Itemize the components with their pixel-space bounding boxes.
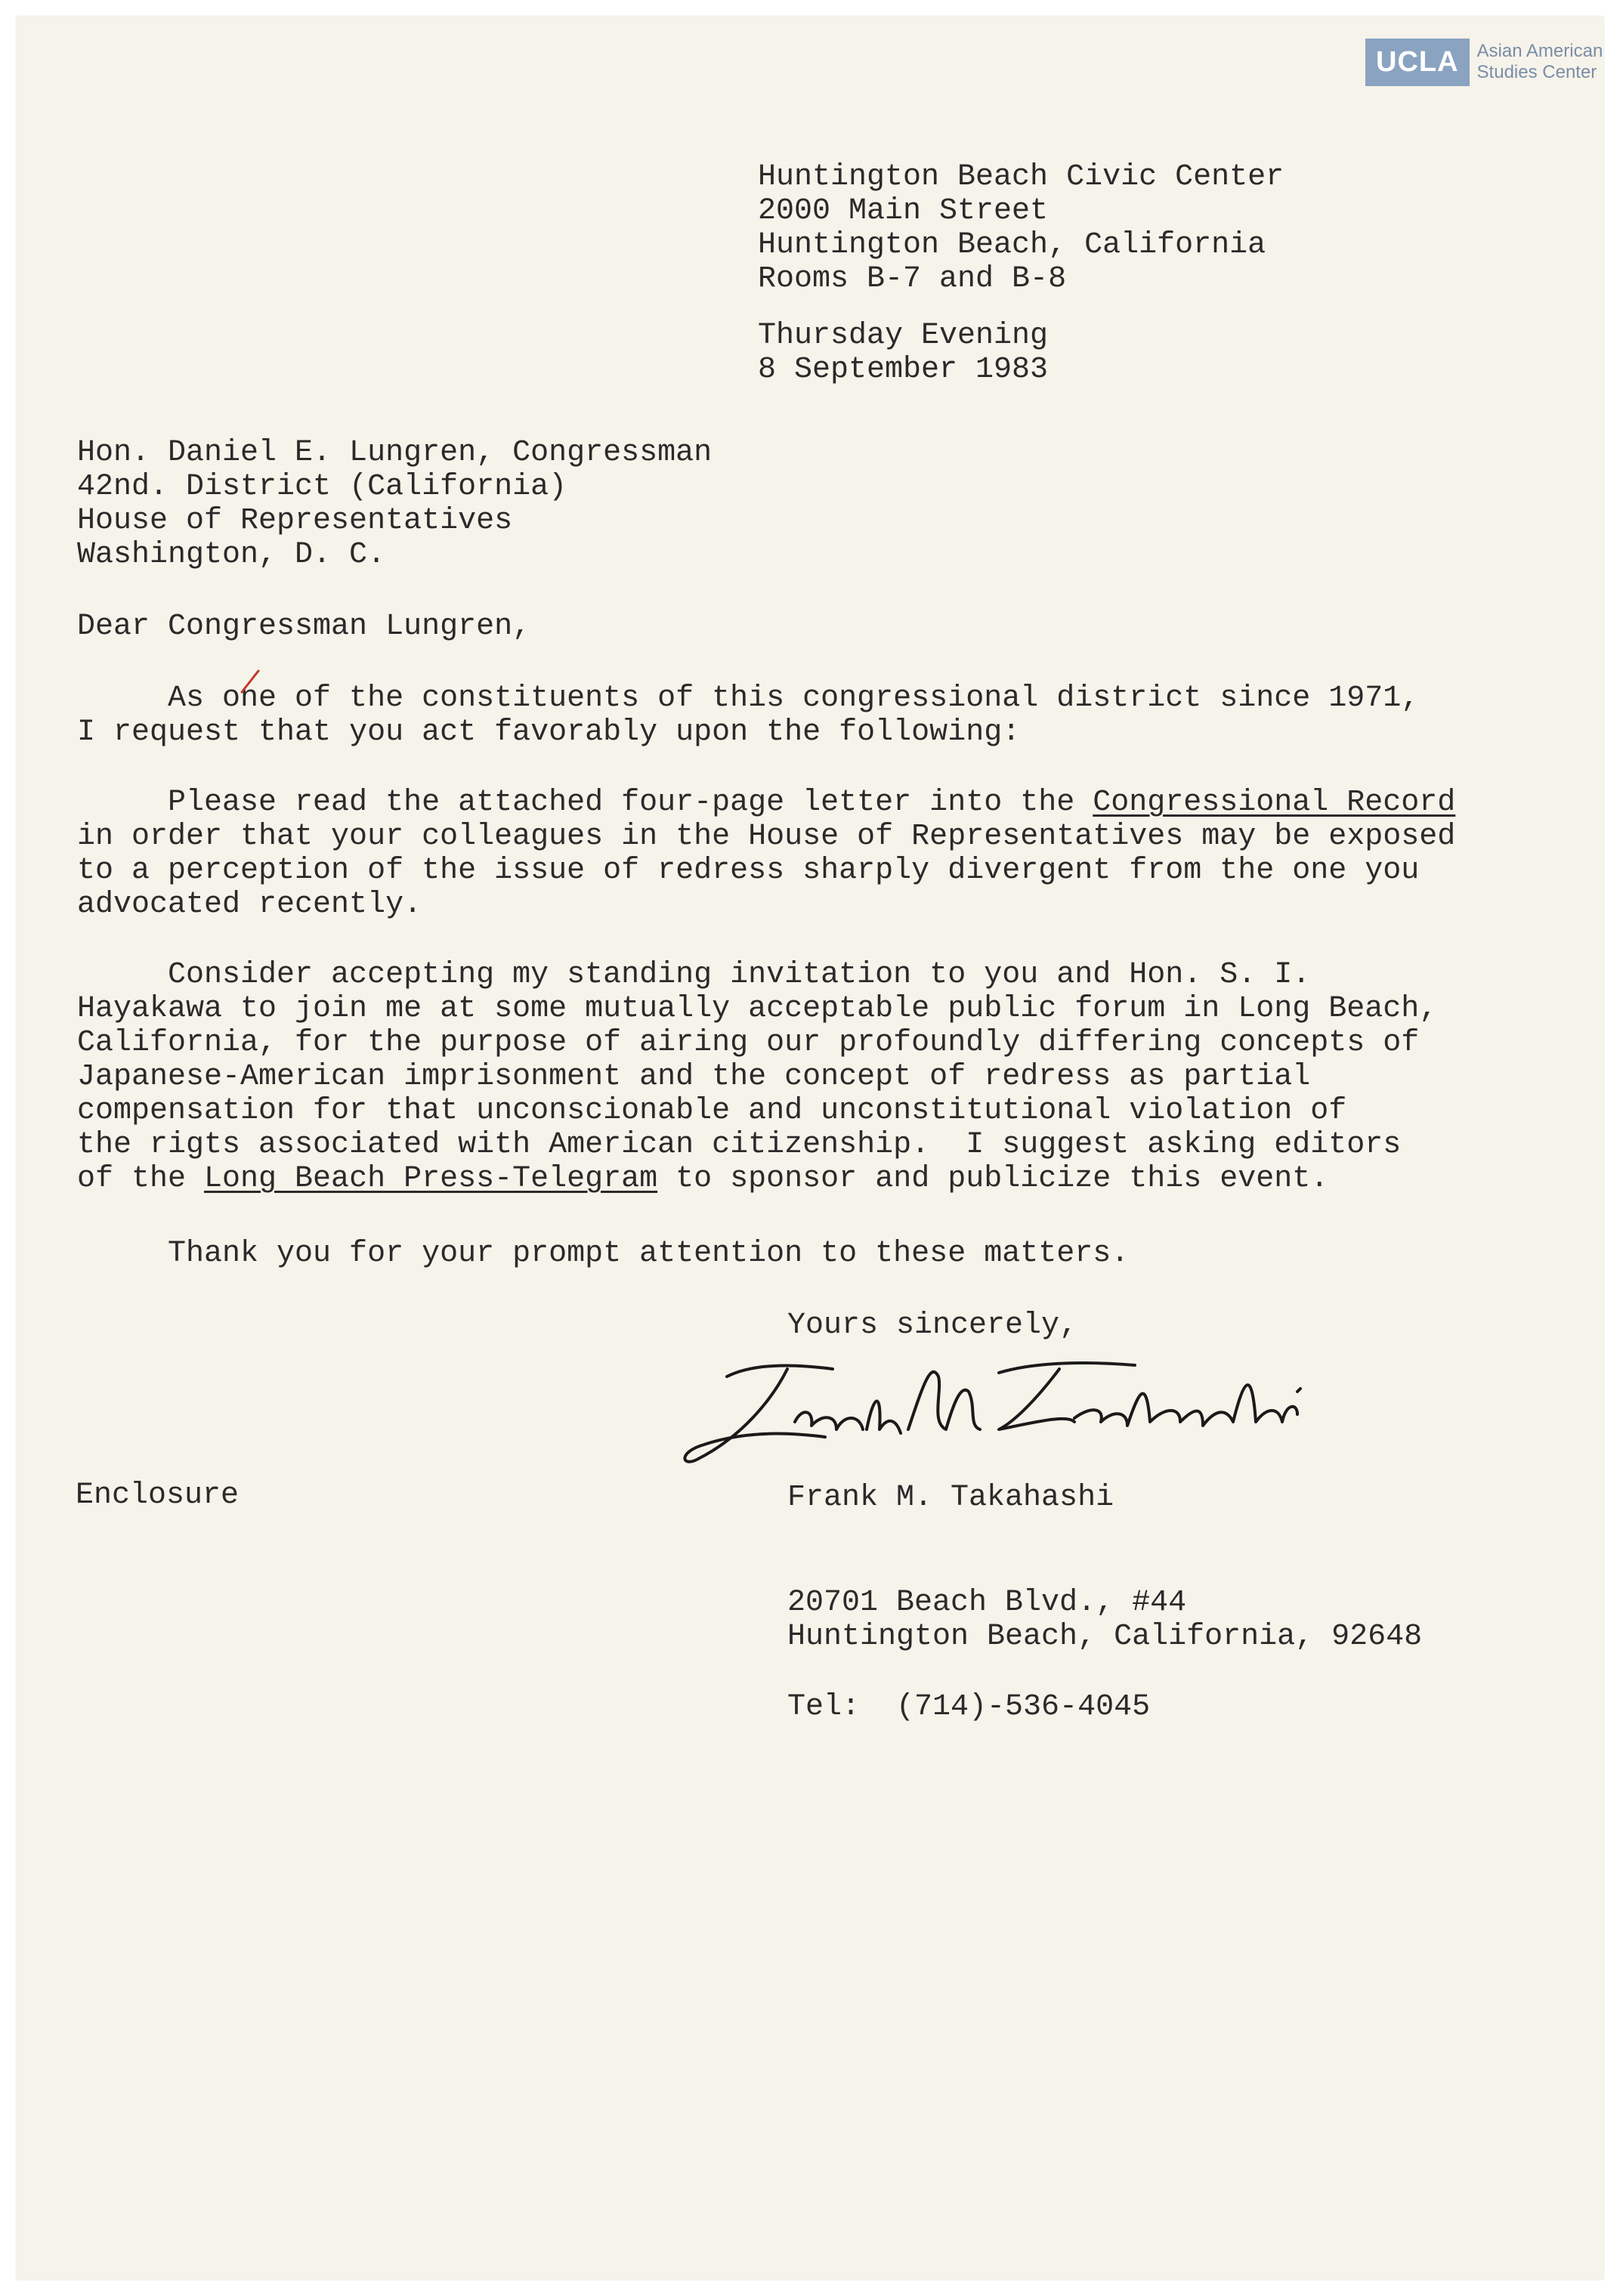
enclosure-note	[76, 1479, 239, 1513]
paragraph-1	[77, 681, 1419, 749]
recipient-line: Hon. Daniel E. Lungren, Congressman	[77, 436, 713, 470]
enclosure-text: Enclosure	[76, 1479, 240, 1513]
newspaper-title: Long Beach Press-Telegram	[204, 1162, 658, 1196]
paragraph-line: Japanese-American imprisonment and the concept of redress as partial	[77, 1060, 1311, 1094]
paragraph-text: of the	[77, 1162, 205, 1196]
date-line: 8 September 1983	[758, 353, 1049, 387]
congressional-record-title: Congressional Record	[1093, 786, 1456, 820]
recipient-line: House of Representatives	[77, 504, 513, 538]
sender-name	[787, 1481, 1114, 1515]
closing-text: Yours sincerely,	[787, 1309, 1078, 1343]
paragraph-line	[77, 786, 1455, 820]
recipient-address	[77, 436, 712, 572]
paragraph-text: Please read the attached four-page letter into the	[77, 786, 1093, 820]
ucla-logo: UCLA	[1365, 39, 1470, 86]
return-address	[758, 160, 1284, 296]
paragraph-text: to sponsor and publicize this event.	[657, 1162, 1329, 1196]
date-line: Thursday Evening	[758, 319, 1049, 353]
paragraph-line: advocated recently.	[77, 888, 422, 922]
paragraph-line: I request that you act favorably upon the following:	[77, 715, 1021, 749]
watermark-line-1: Asian American	[1476, 41, 1603, 61]
red-pen-mark	[236, 666, 266, 697]
paragraph-line: California, for the purpose of airing our profoundly differing concepts of	[77, 1026, 1420, 1060]
return-address-line: 2000 Main Street	[758, 194, 1049, 228]
phone-text: Tel: (714)-536-4045	[787, 1690, 1151, 1724]
paragraph-line: Consider accepting my standing invitation to you and Hon. S. I.	[77, 958, 1311, 992]
handwritten-signature	[682, 1331, 1331, 1482]
paragraph-line: As one of the constituents of this congressional district since 1971,	[77, 681, 1420, 715]
paragraph-line: in order that your colleagues in the House of Representatives may be exposed	[77, 820, 1456, 854]
salutation-text: Dear Congressman Lungren,	[77, 610, 531, 644]
recipient-line: Washington, D. C.	[77, 538, 386, 572]
sender-address-line: Huntington Beach, California, 92648	[787, 1620, 1423, 1654]
ucla-watermark	[1365, 35, 1603, 89]
letter-date	[758, 319, 1048, 387]
paragraph-line	[77, 1162, 1437, 1196]
sender-name-text: Frank M. Takahashi	[787, 1481, 1114, 1515]
paragraph-line: Thank you for your prompt attention to these matters.	[77, 1237, 1130, 1271]
sender-phone	[787, 1690, 1150, 1724]
watermark-text	[1477, 41, 1603, 83]
paragraph-line: to a perception of the issue of redress sharply divergent from the one you	[77, 854, 1420, 888]
paragraph-line: Hayakawa to join me at some mutually acceptable public forum in Long Beach,	[77, 992, 1438, 1026]
sender-address	[787, 1586, 1422, 1654]
salutation	[77, 610, 530, 644]
paragraph-line: compensation for that unconscionable and unconstitutional violation of	[77, 1094, 1347, 1128]
sender-address-line: 20701 Beach Blvd., #44	[787, 1586, 1187, 1620]
paragraph-4	[77, 1237, 1129, 1271]
paragraph-3	[77, 958, 1437, 1196]
recipient-line: 42nd. District (California)	[77, 470, 567, 504]
return-address-line: Rooms B-7 and B-8	[758, 262, 1067, 296]
return-address-line: Huntington Beach Civic Center	[758, 160, 1284, 194]
paragraph-2	[77, 786, 1455, 922]
watermark-line-2: Studies Center	[1476, 62, 1597, 82]
return-address-line: Huntington Beach, California	[758, 228, 1266, 262]
letter-page	[17, 17, 1603, 2279]
paragraph-line: the rigts associated with American citizenship. I suggest asking editors	[77, 1128, 1402, 1162]
